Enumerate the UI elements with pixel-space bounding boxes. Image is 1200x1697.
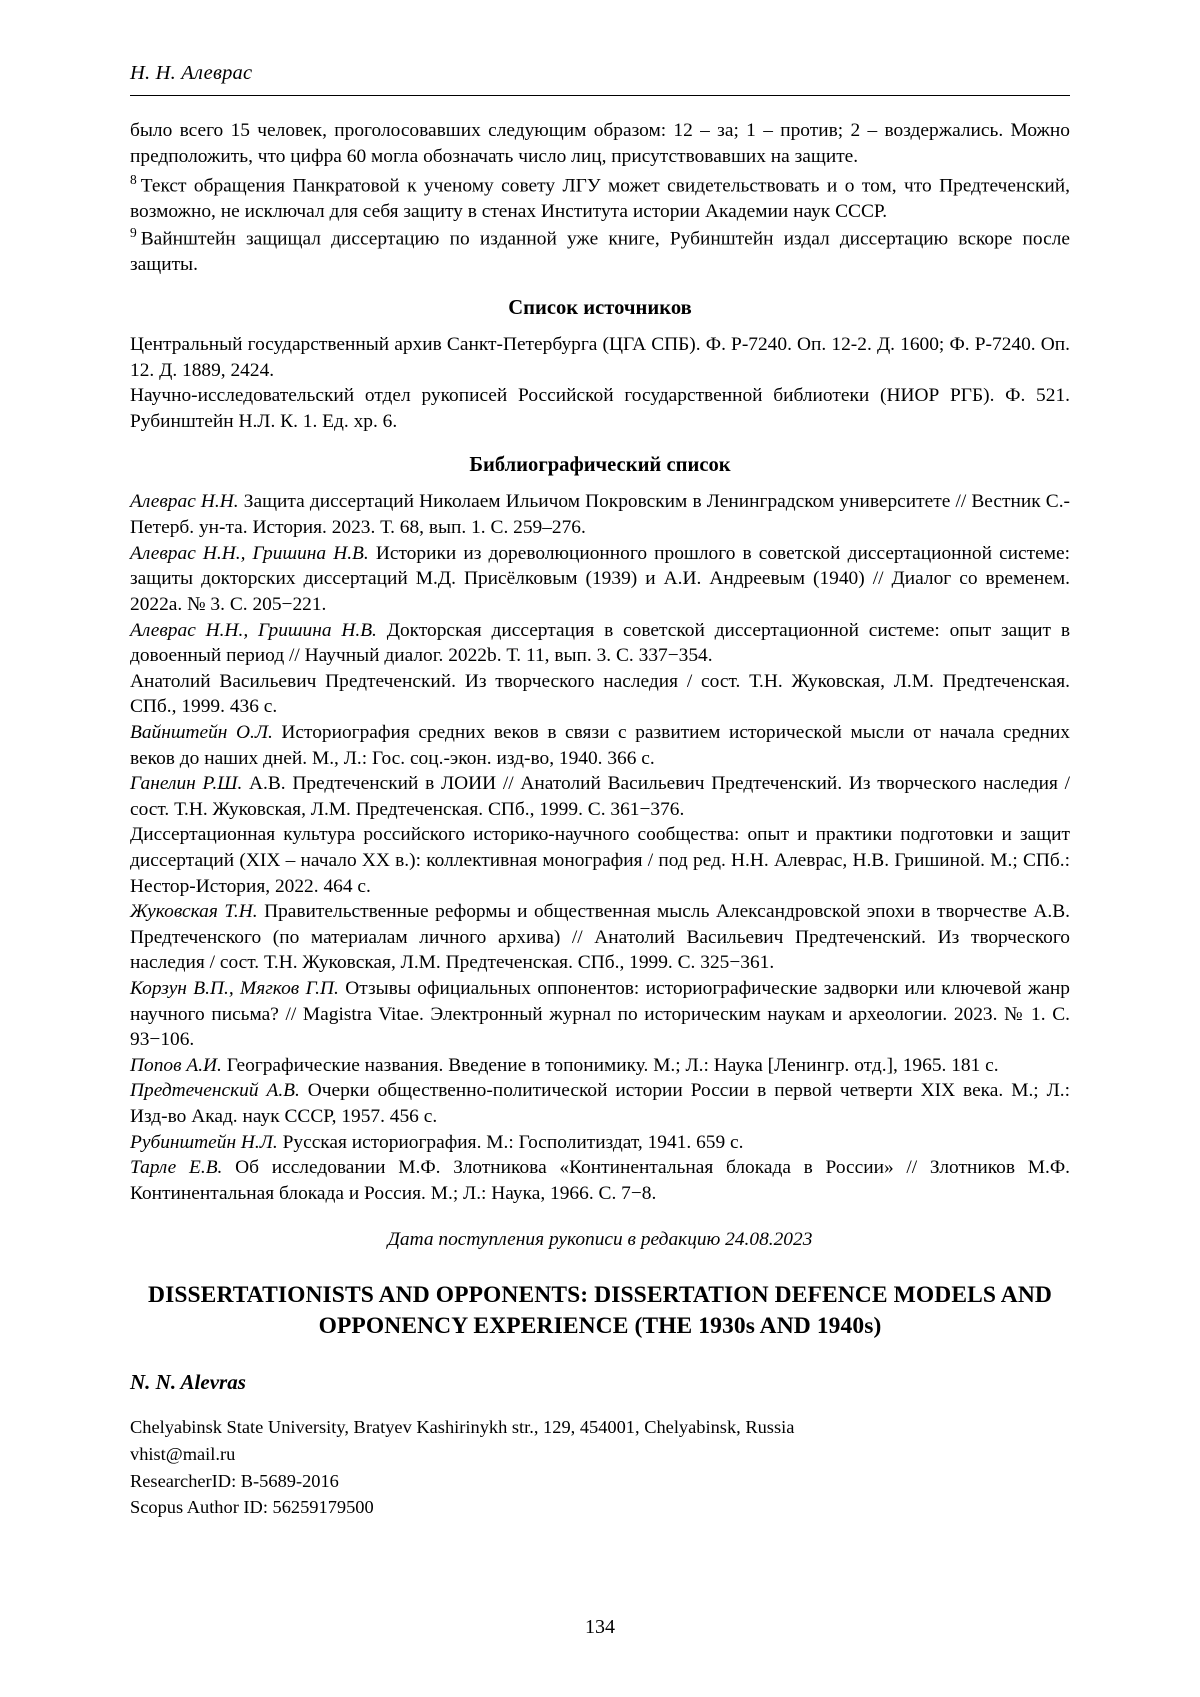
bibliography-item-authors: Предтеченский А.В.: [130, 1080, 300, 1102]
header-rule: [130, 95, 1070, 96]
bibliography-item: [130, 669, 1070, 720]
source-item: Научно-исследовательский отдел рукописей Российской государственной библиотеки (НИОР РГБ). Ф. 521. Рубинштейн Н.Л. К. 1. Ед. хр. 6.: [130, 385, 1070, 432]
footnote-9: [130, 224, 1070, 277]
bibliography-item-authors: Ганелин Р.Ш.: [130, 773, 243, 795]
bibliography-item-authors: Корзун В.П., Мягков Г.П.: [130, 978, 339, 1000]
bibliography-item: [130, 1130, 1070, 1156]
bibliography-item-rest: Очерки общественно-политической истории России в первой четверти XIX века. М.; Л.: Изд-во Акад. наук СССР, 1957. 456 с.: [130, 1080, 1070, 1128]
bibliography-item-authors: Попов А.И.: [130, 1054, 222, 1076]
bibliography-item-rest: Об исследовании М.Ф. Злотникова «Континентальная блокада в России» // Злотников М.Ф. Континентальная блокада и Россия. М.; Л.: Наука, 1966. С. 7−8.: [130, 1157, 1070, 1204]
email: vhist@mail.ru: [130, 1444, 236, 1465]
researcher-id: ResearcherID: B-5689-2016: [130, 1470, 339, 1491]
bibliography-item: [130, 976, 1070, 1053]
bibliography-item-rest: Русская историография. М.: Госполитиздат, 1941. 659 с.: [277, 1131, 744, 1153]
bibliography-item-rest: Правительственные реформы и общественная мысль Александровской эпохи в творчестве А.В. Предтеченского (по материалам личного архива) // Анатолий Васильевич Предтеченский. Из творческого наследия / сост. Т.Н. Жуковская, Л.М. Предтеченская. СПб., 1999. С. 325−361.: [130, 901, 1070, 974]
footnote-marker: 8: [130, 172, 137, 188]
bibliography-heading: Библиографический список: [469, 454, 731, 477]
bibliography-item-authors: Алеврас Н.Н.: [130, 491, 239, 513]
running-head: Н. Н. Алеврас: [130, 62, 253, 84]
english-author: N. N. Alevras: [130, 1369, 246, 1394]
bibliography-item: [130, 720, 1070, 771]
bibliography-item: [130, 618, 1070, 669]
bibliography-item-authors: Жуковская Т.Н.: [130, 901, 258, 923]
bibliography-item: [130, 899, 1070, 976]
body-paragraph: было всего 15 человек, проголосовавших следующим образом: 12 – за; 1 – против; 2 – воздержались. Можно предположить, что цифра 60 могла обозначать число лиц, присутствовавших на защите.: [130, 120, 1070, 167]
footnote-8: [130, 171, 1070, 224]
bibliography-item-rest: Историография средних веков в связи с развитием исторической мысли от начала средних веков до наших дней. М., Л.: Гос. соц.-экон. изд-во, 1940. 366 с.: [130, 721, 1070, 769]
footnote-text: Текст обращения Панкратовой к ученому совету ЛГУ может свидетельствовать и о том, что Предтеченский, возможно, не исключал для себя защиту в стенах Института истории Академии наук СССР.: [130, 175, 1070, 222]
sources-heading: Список источников: [508, 297, 692, 320]
bibliography-item-authors: Алеврас Н.Н., Гришина Н.В.: [130, 542, 369, 564]
bibliography-item-rest: Отзывы официальных оппонентов: историографические задворки или ключевой жанр научного письма? // Magistra Vitae. Электронный журнал по историческим наукам и археологии. 2023. № 1. С. 93−106.: [130, 978, 1071, 1051]
scopus-author-id: Scopus Author ID: 56259179500: [130, 1497, 374, 1518]
bibliography-item-rest: Анатолий Васильевич Предтеченский. Из творческого наследия / сост. Т.Н. Жуковская, Л.М. Предтеченская. СПб., 1999. 436 с.: [130, 670, 1070, 718]
bibliography-item-rest: Защита диссертаций Николаем Ильичом Покровским в Ленинградском университете // Вестник С.-Петерб. ун-та. История. 2023. Т. 68, вып. 1. С. 259–276.: [130, 491, 1070, 539]
submission-date: Дата поступления рукописи в редакцию 24.08.2023: [387, 1228, 813, 1250]
bibliography-item-rest: Докторская диссертация в советской диссертационной системе: опыт защит в довоенный период // Научный диалог. 2022b. Т. 11, вып. 3. С. 337−354.: [130, 619, 1070, 667]
bibliography-item-rest: Диссертационная культура российского историко-научного сообщества: опыт и практики подготовки и защит диссертаций (XIX – начало XX в.): коллективная монография / под ред. Н.Н. Алеврас, Н.В. Гришиной. М.; СПб.: Нестор-История, 2022. 464 с.: [130, 824, 1070, 897]
bibliography-item: [130, 771, 1070, 822]
footnote-text: Вайнштейн защищал диссертацию по изданной уже книге, Рубинштейн издал диссертацию вскоре после защиты.: [130, 228, 1070, 275]
bibliography-item: [130, 1155, 1070, 1206]
bibliography-item-authors: Тарле Е.В.: [130, 1157, 223, 1179]
bibliography-item: [130, 489, 1070, 540]
bibliography-item-rest: Историки из дореволюционного прошлого в советской диссертационной системе: защиты докторских диссертаций М.Д. Присёлковым (1939) и А.И. Андреевым (1940) // Диалог со временем. 2022а. № 3. С. 205−221.: [130, 542, 1071, 615]
bibliography-item-rest: Географические названия. Введение в топонимику. М.; Л.: Наука [Ленингр. отд.], 1965. 181 с.: [221, 1054, 999, 1076]
affiliation: Chelyabinsk State University, Bratyev Kashirinykh str., 129, 454001, Chelyabinsk, Russia: [130, 1417, 795, 1438]
footnote-marker: 9: [130, 225, 137, 241]
english-title: DISSERTATIONISTS AND OPPONENTS: DISSERTATION DEFENCE MODELS AND OPPONENCY EXPERIENCE (THE 1930s AND 1940s): [148, 1282, 1052, 1340]
page-number: 134: [585, 1616, 615, 1638]
bibliography-item: [130, 822, 1070, 899]
bibliography-item: [130, 1053, 1070, 1079]
source-item: Центральный государственный архив Санкт-Петербурга (ЦГА СПБ). Ф. Р-7240. Оп. 12-2. Д. 1600; Ф. Р-7240. Оп. 12. Д. 1889, 2424.: [130, 334, 1070, 381]
bibliography-item-rest: А.В. Предтеченский в ЛОИИ // Анатолий Васильевич Предтеченский. Из творческого наследия / сост. Т.Н. Жуковская, Л.М. Предтеченская. СПб., 1999. С. 361−376.: [130, 773, 1070, 820]
bibliography-item-authors: Рубинштейн Н.Л.: [130, 1131, 278, 1153]
bibliography-item-authors: Алеврас Н.Н., Гришина Н.В.: [130, 619, 377, 641]
bibliography-item: [130, 541, 1070, 618]
bibliography-item-authors: Вайнштейн О.Л.: [130, 721, 273, 743]
bibliography-item: [130, 1078, 1070, 1129]
